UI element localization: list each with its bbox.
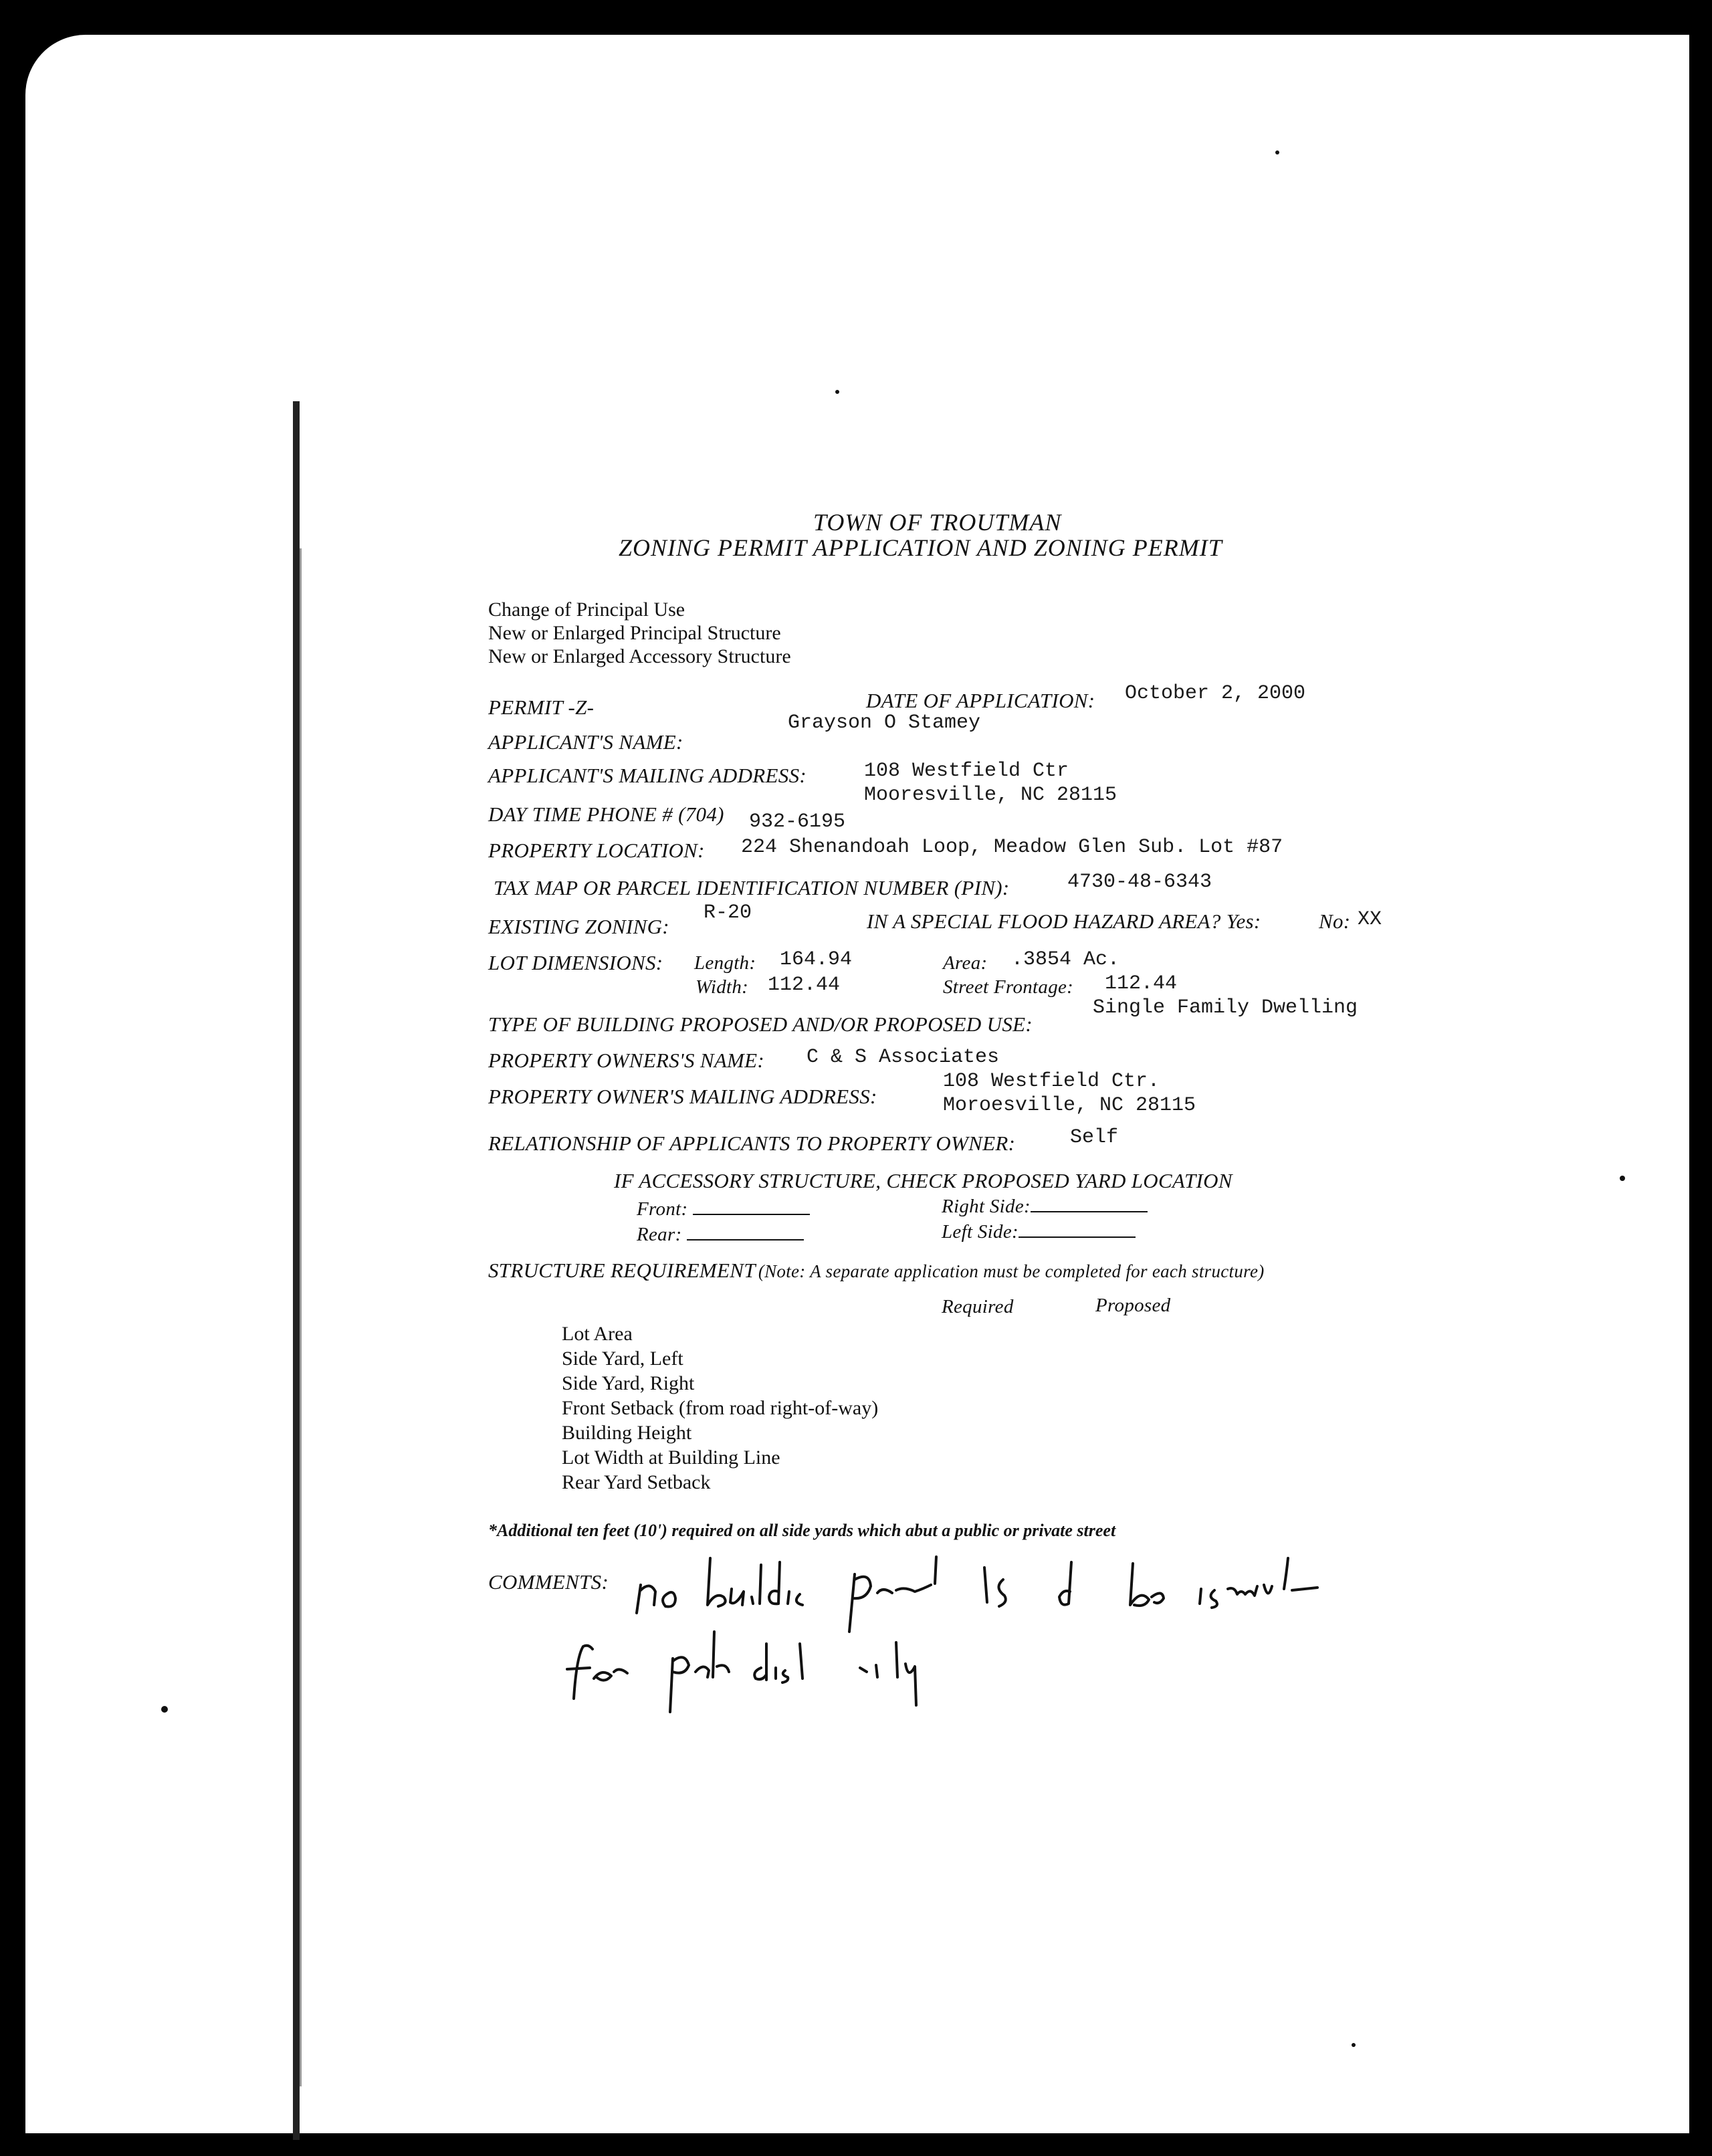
area-label: Area: (943, 952, 988, 974)
building-type-label: TYPE OF BUILDING PROPOSED AND/OR PROPOSED USE: (488, 1012, 1033, 1036)
hand-stroke (708, 1558, 726, 1606)
structure-note: (Note: A separate application must be completed for each structure) (758, 1261, 1265, 1281)
flood-no-label: No: (1319, 909, 1351, 933)
date-value: October 2, 2000 (1125, 682, 1306, 705)
hand-stroke (696, 1632, 729, 1677)
accessory-rear-label: Rear: (637, 1224, 682, 1245)
owner-address-label: PROPERTY OWNER'S MAILING ADDRESS: (488, 1085, 877, 1108)
hand-stroke (800, 1644, 802, 1679)
footnote: *Additional ten feet (10') required on all side yards which abut a public or private street (488, 1521, 1116, 1540)
hand-stroke (896, 1642, 916, 1705)
phone-value: 932-6195 (749, 811, 846, 833)
accessory-heading: IF ACCESSORY STRUCTURE, CHECK PROPOSED YARD LOCATION (614, 1169, 1233, 1192)
hand-stroke (1130, 1564, 1164, 1606)
property-location-label: PROPERTY LOCATION: (488, 839, 705, 862)
hand-stroke (752, 1565, 761, 1604)
hand-stroke (788, 1592, 802, 1605)
structure-heading: STRUCTURE REQUIREMENT (488, 1259, 756, 1282)
accessory-front-label: Front: (637, 1198, 688, 1220)
pin-label: TAX MAP OR PARCEL IDENTIFICATION NUMBER (PIN): (494, 876, 1010, 899)
length-value: 164.94 (780, 948, 853, 971)
hand-stroke (754, 1644, 766, 1680)
comments-label: COMMENTS: (488, 1570, 609, 1594)
mailing-address-label: APPLICANT'S MAILING ADDRESS: (488, 764, 807, 787)
structure-row-label: Lot Width at Building Line (562, 1446, 780, 1469)
hand-stroke (670, 1657, 689, 1712)
column-proposed: Proposed (1095, 1295, 1171, 1316)
hand-stroke (935, 1557, 936, 1584)
permit-type-item: Change of Principal Use (488, 599, 685, 621)
accessory-right-label: Right Side: (942, 1196, 1031, 1217)
hand-stroke (1059, 1562, 1071, 1605)
area-value: .3854 Ac. (1011, 948, 1120, 971)
hand-stroke (1264, 1585, 1272, 1594)
town-title: TOWN OF TROUTMAN (813, 509, 1062, 536)
form-title: ZONING PERMIT APPLICATION AND ZONING PERMIT (619, 534, 1222, 561)
owner-address-line2: Moroesville, NC 28115 (943, 1094, 1196, 1117)
owner-name-label: PROPERTY OWNERS'S NAME: (488, 1049, 765, 1072)
flood-no-value: XX (1358, 908, 1382, 931)
zoning-label: EXISTING ZONING: (488, 915, 669, 938)
hand-stroke (849, 1574, 871, 1632)
owner-name-value: C & S Associates (807, 1046, 1000, 1069)
hand-stroke (730, 1589, 744, 1605)
hand-stroke (637, 1585, 655, 1613)
hand-stroke (769, 1562, 780, 1604)
applicant-name-value: Grayson O Stamey (788, 712, 981, 734)
owner-address-line1: 108 Westfield Ctr. (943, 1070, 1160, 1093)
frontage-value: 112.44 (1105, 972, 1178, 995)
scan-speck (1352, 2043, 1356, 2047)
relationship-label: RELATIONSHIP OF APPLICANTS TO PROPERTY OWNER: (488, 1131, 1016, 1155)
scan-speck (161, 1706, 168, 1713)
mailing-address-line2: Mooresville, NC 28115 (864, 784, 1117, 806)
hand-stroke (663, 1592, 675, 1607)
hand-stroke (1200, 1589, 1217, 1608)
flood-label: IN A SPECIAL FLOOD HAZARD AREA? Yes: (867, 909, 1261, 933)
phone-label: DAY TIME PHONE # (704) (488, 802, 724, 826)
length-label: Length: (694, 952, 756, 974)
permit-type-item: New or Enlarged Accessory Structure (488, 645, 791, 667)
hand-stroke (776, 1668, 788, 1683)
hand-stroke (860, 1665, 877, 1677)
width-label: Width: (696, 976, 749, 998)
property-location-value: 224 Shenandoah Loop, Meadow Glen Sub. Lot #87 (741, 836, 1283, 859)
hand-stroke (1228, 1586, 1257, 1596)
accessory-left-label: Left Side: (942, 1221, 1019, 1243)
hand-stroke (567, 1646, 593, 1699)
frontage-label: Street Frontage: (943, 976, 1074, 998)
hand-stroke (877, 1585, 931, 1593)
mailing-address-line1: 108 Westfield Ctr (864, 760, 1069, 782)
relationship-value: Self (1070, 1126, 1119, 1149)
structure-row-label: Front Setback (from road right-of-way) (562, 1397, 879, 1419)
scan-speck (1275, 150, 1279, 154)
hand-stroke (984, 1568, 1006, 1606)
permit-type-item: New or Enlarged Principal Structure (488, 622, 781, 644)
width-value: 112.44 (768, 974, 841, 996)
lot-dimensions-label: LOT DIMENSIONS: (488, 951, 663, 974)
column-required: Required (942, 1296, 1014, 1317)
structure-row-label: Rear Yard Setback (562, 1471, 711, 1493)
structure-row-label: Building Height (562, 1422, 692, 1444)
permit-label: PERMIT -Z- (488, 695, 595, 719)
structure-row-label: Side Yard, Left (562, 1348, 683, 1370)
hand-stroke (594, 1669, 627, 1680)
scan-speck (835, 390, 839, 394)
scan-speck (1620, 1176, 1625, 1181)
hand-stroke (1284, 1558, 1317, 1590)
structure-row-label: Side Yard, Right (562, 1372, 695, 1394)
building-type-value: Single Family Dwelling (1093, 996, 1358, 1019)
date-label: DATE OF APPLICATION: (866, 689, 1095, 712)
applicant-name-label: APPLICANT'S NAME: (488, 730, 683, 754)
structure-row-label: Lot Area (562, 1323, 633, 1345)
pin-value: 4730-48-6343 (1067, 871, 1212, 893)
zoning-value: R-20 (704, 901, 752, 924)
